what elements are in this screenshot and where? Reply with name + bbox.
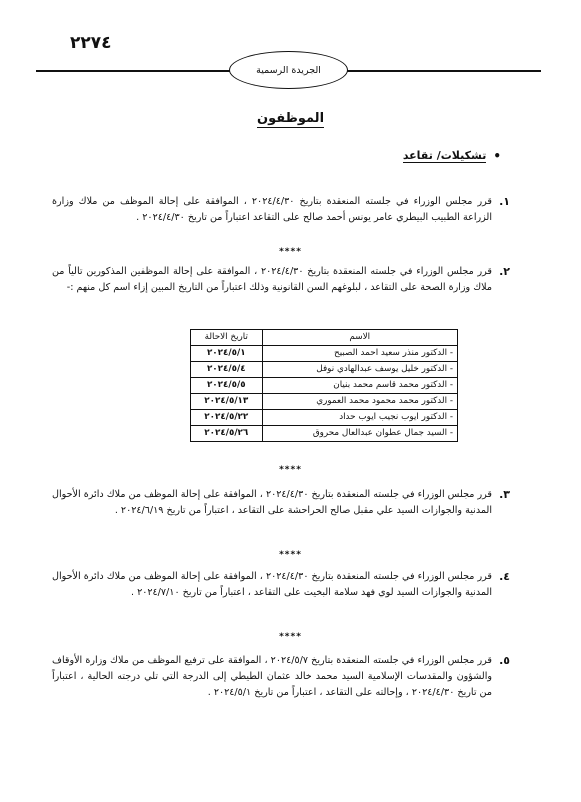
item-number: ١. (499, 195, 510, 208)
item-number: ٢. (499, 265, 510, 278)
name-column-header: الاسم (262, 330, 457, 346)
decision-item-4 (52, 569, 510, 601)
page-number: ٢٢٧٤ (70, 33, 112, 53)
publication-name: الجريدة الرسمية (256, 64, 321, 76)
bullet-icon: • (493, 149, 501, 163)
item-number: ٤. (499, 570, 510, 583)
item-text: قرر مجلس الوزراء في جلسته المنعقدة بتاريخ ٢٠٢٤/٤/٣٠ ، الموافقة على إحالة الموظف من ملاك دائرة الأحوال المدنية والجوازات السيد علي مقبل صالح الحراحشة على التقاعد ، اعتباراً من تاريخ ٢٠٢٤/٦/١٩ . (52, 489, 492, 516)
date-cell: ٢٠٢٤/٥/٥ (191, 378, 263, 394)
table-row (191, 394, 458, 410)
separator: **** (279, 465, 302, 475)
date-cell: ٢٠٢٤/٥/١ (191, 346, 263, 362)
item-text: قرر مجلس الوزراء في جلسته المنعقدة بتاريخ ٢٠٢٤/٥/٧ ، الموافقة على ترفيع الموظف من ملاك وزارة الأوقاف والشؤون والمقدسات الإسلامية السيد محمد خالد عثمان الطيطي إلى الدرجة التي تلي درجته الحالية ، اعتباراً من تاريخ ٢٠٢٤/٤/٣٠ ، وإحالته على التقاعد ، اعتباراً من تاريخ ٢٠٢٤/٥/١ . (52, 655, 492, 698)
name-cell: - السيد جمال عطوان عبدالعال محروق (262, 426, 457, 442)
table-row (191, 410, 458, 426)
table-row (191, 362, 458, 378)
name-cell: - الدكتور ايوب نجيب ايوب حداد (262, 410, 457, 426)
separator: **** (279, 632, 302, 642)
date-column-header: تاريخ الاحالة (191, 330, 263, 346)
item-text: قرر مجلس الوزراء في جلسته المنعقدة بتاريخ ٢٠٢٤/٤/٣٠ ، الموافقة على إحالة الموظف من ملاك وزارة الزراعة الطبيب البيطري عامر يونس أحمد صالح على التقاعد اعتباراً من تاريخ ٢٠٢٤/٤/٣٠ . (52, 196, 492, 223)
date-cell: ٢٠٢٤/٥/١٣ (191, 394, 263, 410)
separator: **** (279, 550, 302, 560)
name-cell: - الدكتور منذر سعيد احمد الصبيح (262, 346, 457, 362)
item-text: قرر مجلس الوزراء في جلسته المنعقدة بتاريخ ٢٠٢٤/٤/٣٠ ، الموافقة على إحالة الموظف من ملاك دائرة الأحوال المدنية والجوازات السيد لوي فهد سلامة البخيت على التقاعد ، اعتباراً من تاريخ ٢٠٢٤/٧/١٠ . (52, 571, 492, 598)
table-row (191, 378, 458, 394)
item-text: قرر مجلس الوزراء في جلسته المنعقدة بتاريخ ٢٠٢٤/٤/٣٠ ، الموافقة على إحالة الموظفين المذكورين تالياً من ملاك وزارة الصحة على التقاعد ، لبلوغهم السن القانونية وذلك اعتباراً من التاريخ المبين إزاء اسم كل منهم :- (52, 266, 492, 293)
date-cell: ٢٠٢٤/٥/٢٢ (191, 410, 263, 426)
table-row (191, 426, 458, 442)
decision-item-2 (52, 264, 510, 296)
item-number: ٣. (499, 488, 510, 501)
retirees-table (190, 329, 458, 442)
date-cell: ٢٠٢٤/٥/٤ (191, 362, 263, 378)
item-number: ٥. (499, 654, 510, 667)
subheading-label: تشكيلات/ تقاعد (402, 149, 487, 162)
decision-item-5 (52, 653, 510, 701)
decision-item-3 (52, 487, 510, 519)
decision-item-1 (52, 194, 510, 226)
separator: **** (279, 247, 302, 257)
subheading (403, 149, 501, 163)
section-title (0, 111, 581, 126)
date-cell: ٢٠٢٤/٥/٢٦ (191, 426, 263, 442)
table-header-row (191, 330, 458, 346)
publication-badge (229, 51, 348, 89)
table-row (191, 346, 458, 362)
name-cell: - الدكتور خليل يوسف عبدالهادي نوفل (262, 362, 457, 378)
name-cell: - الدكتور محمد محمود محمد العموري (262, 394, 457, 410)
section-title-text: الموظفون (256, 111, 325, 126)
name-cell: - الدكتور محمد قاسم محمد بنيان (262, 378, 457, 394)
